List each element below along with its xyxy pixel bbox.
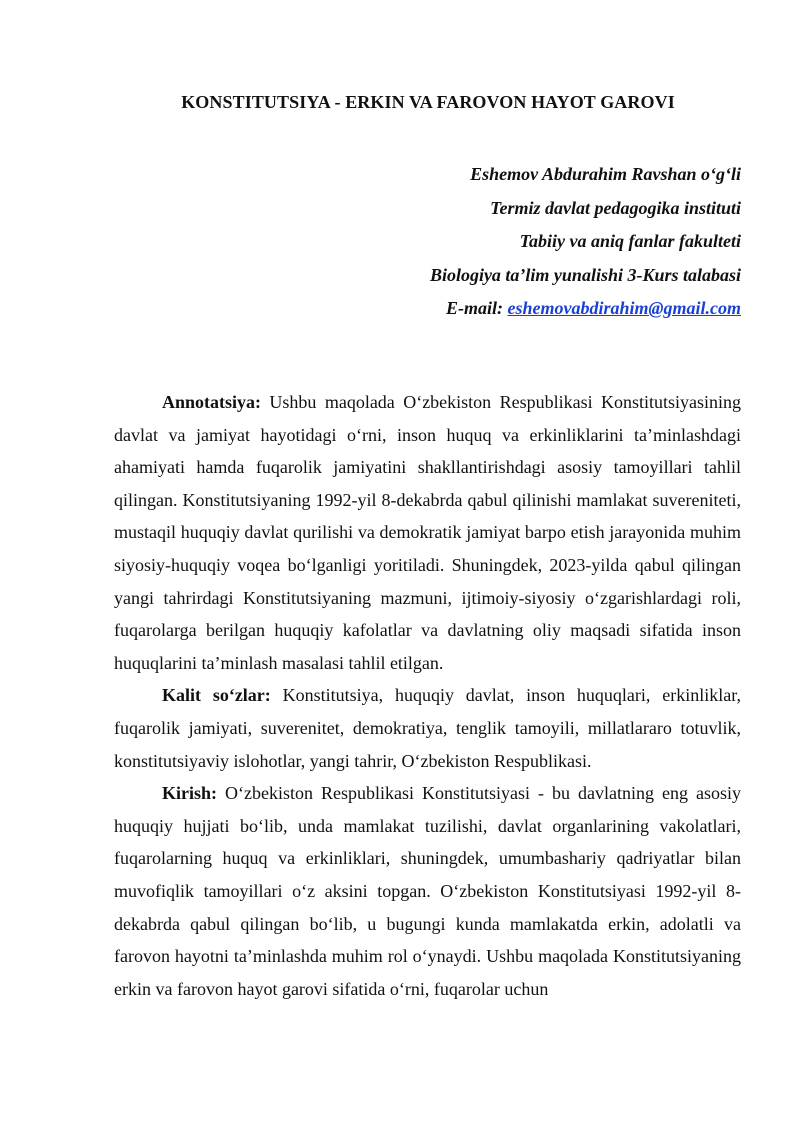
introduction-paragraph bbox=[114, 777, 741, 1005]
author-institute: Termiz davlat pedagogika instituti bbox=[490, 197, 741, 218]
keywords-paragraph bbox=[114, 679, 741, 777]
keywords-text: Konstitutsiya, huquqiy davlat, inson huquqlari, erkinliklar, fuqarolik jamiyati, suverenitet, demokratiya, tenglik tamoyili, millatlararo totuvlik, konstitutsiyaviy islohotlar, yangi tahrir, O‘zbekiston Respublikasi. bbox=[114, 685, 741, 771]
author-faculty: Tabiiy va aniq fanlar fakulteti bbox=[519, 231, 741, 251]
author-email-line bbox=[430, 292, 741, 326]
annotation-label: Annotatsiya: bbox=[162, 392, 262, 412]
author-course: Biologiya ta’lim yunalishi 3-Kurs talabasi bbox=[429, 264, 741, 285]
introduction-text: O‘zbekiston Respublikasi Konstitutsiyasi - bu davlatning eng asosiy huquqiy hujjati bo‘lib, unda mamlakat tuzilishi, davlat organlarining vakolatlari, fuqarolarning huquq va erkinliklari, shuningdek, umumbashariy qadriyatlar bilan muvofiqlik tamoyillari o‘z aksini topgan. O‘zbekiston Konstitutsiyasi 1992-yil 8-dekabrda qabul qilingan bo‘lib, u bugungi kunda mamlakatda erkin, adolatli va farovon hayotni ta’minlashda muhim rol o‘ynaydi. Ushbu maqolada Konstitutsiyaning erkin va farovon hayot garovi sifatida o‘rni, fuqarolar uchun bbox=[114, 783, 741, 999]
author-block bbox=[430, 158, 741, 326]
introduction-label: Kirish: bbox=[162, 783, 218, 804]
annotation-paragraph bbox=[114, 386, 741, 679]
email-label: E-mail: bbox=[446, 298, 504, 318]
annotation-text: Ushbu maqolada O‘zbekiston Respublikasi Konstitutsiyasining davlat va jamiyat hayotidagi o‘rni, inson huquq va erkinliklarini ta’minlashdagi ahamiyati hamda fuqarolik jamiyatini shakllantirishdagi asosiy tamoyillari tahlil qilingan. Konstitutsiyaning 1992-yil 8-dekabrda qabul qilinishi mamlakat suvereniteti, mustaqil huquqiy davlat qurilishi va demokratik jamiyat barpo etish jarayonida muhim siyosiy-huquqiy voqea bo‘lganligi yoritiladi. Shuningdek, 2023-yilda qabul qilingan yangi tahrirdagi Konstitutsiyaning mazmuni, ijtimoiy-siyosiy o‘zgarishlardagi roli, fuqarolarga berilgan huquqiy kafolatlar va davlatning oliy maqsadi sifatida inson huquqlarini ta’minlash masalasi tahlil etilgan. bbox=[114, 392, 741, 673]
author-name: Eshemov Abdurahim Ravshan o‘g‘li bbox=[470, 164, 741, 184]
email-link[interactable]: eshemovabdirahim@gmail.com bbox=[507, 298, 741, 318]
keywords-label: Kalit so‘zlar: bbox=[162, 685, 271, 706]
paper-title: KONSTITUTSIYA - ERKIN VA FAROVON HAYOT GAROVI bbox=[181, 92, 675, 112]
paper-body bbox=[114, 386, 741, 1005]
